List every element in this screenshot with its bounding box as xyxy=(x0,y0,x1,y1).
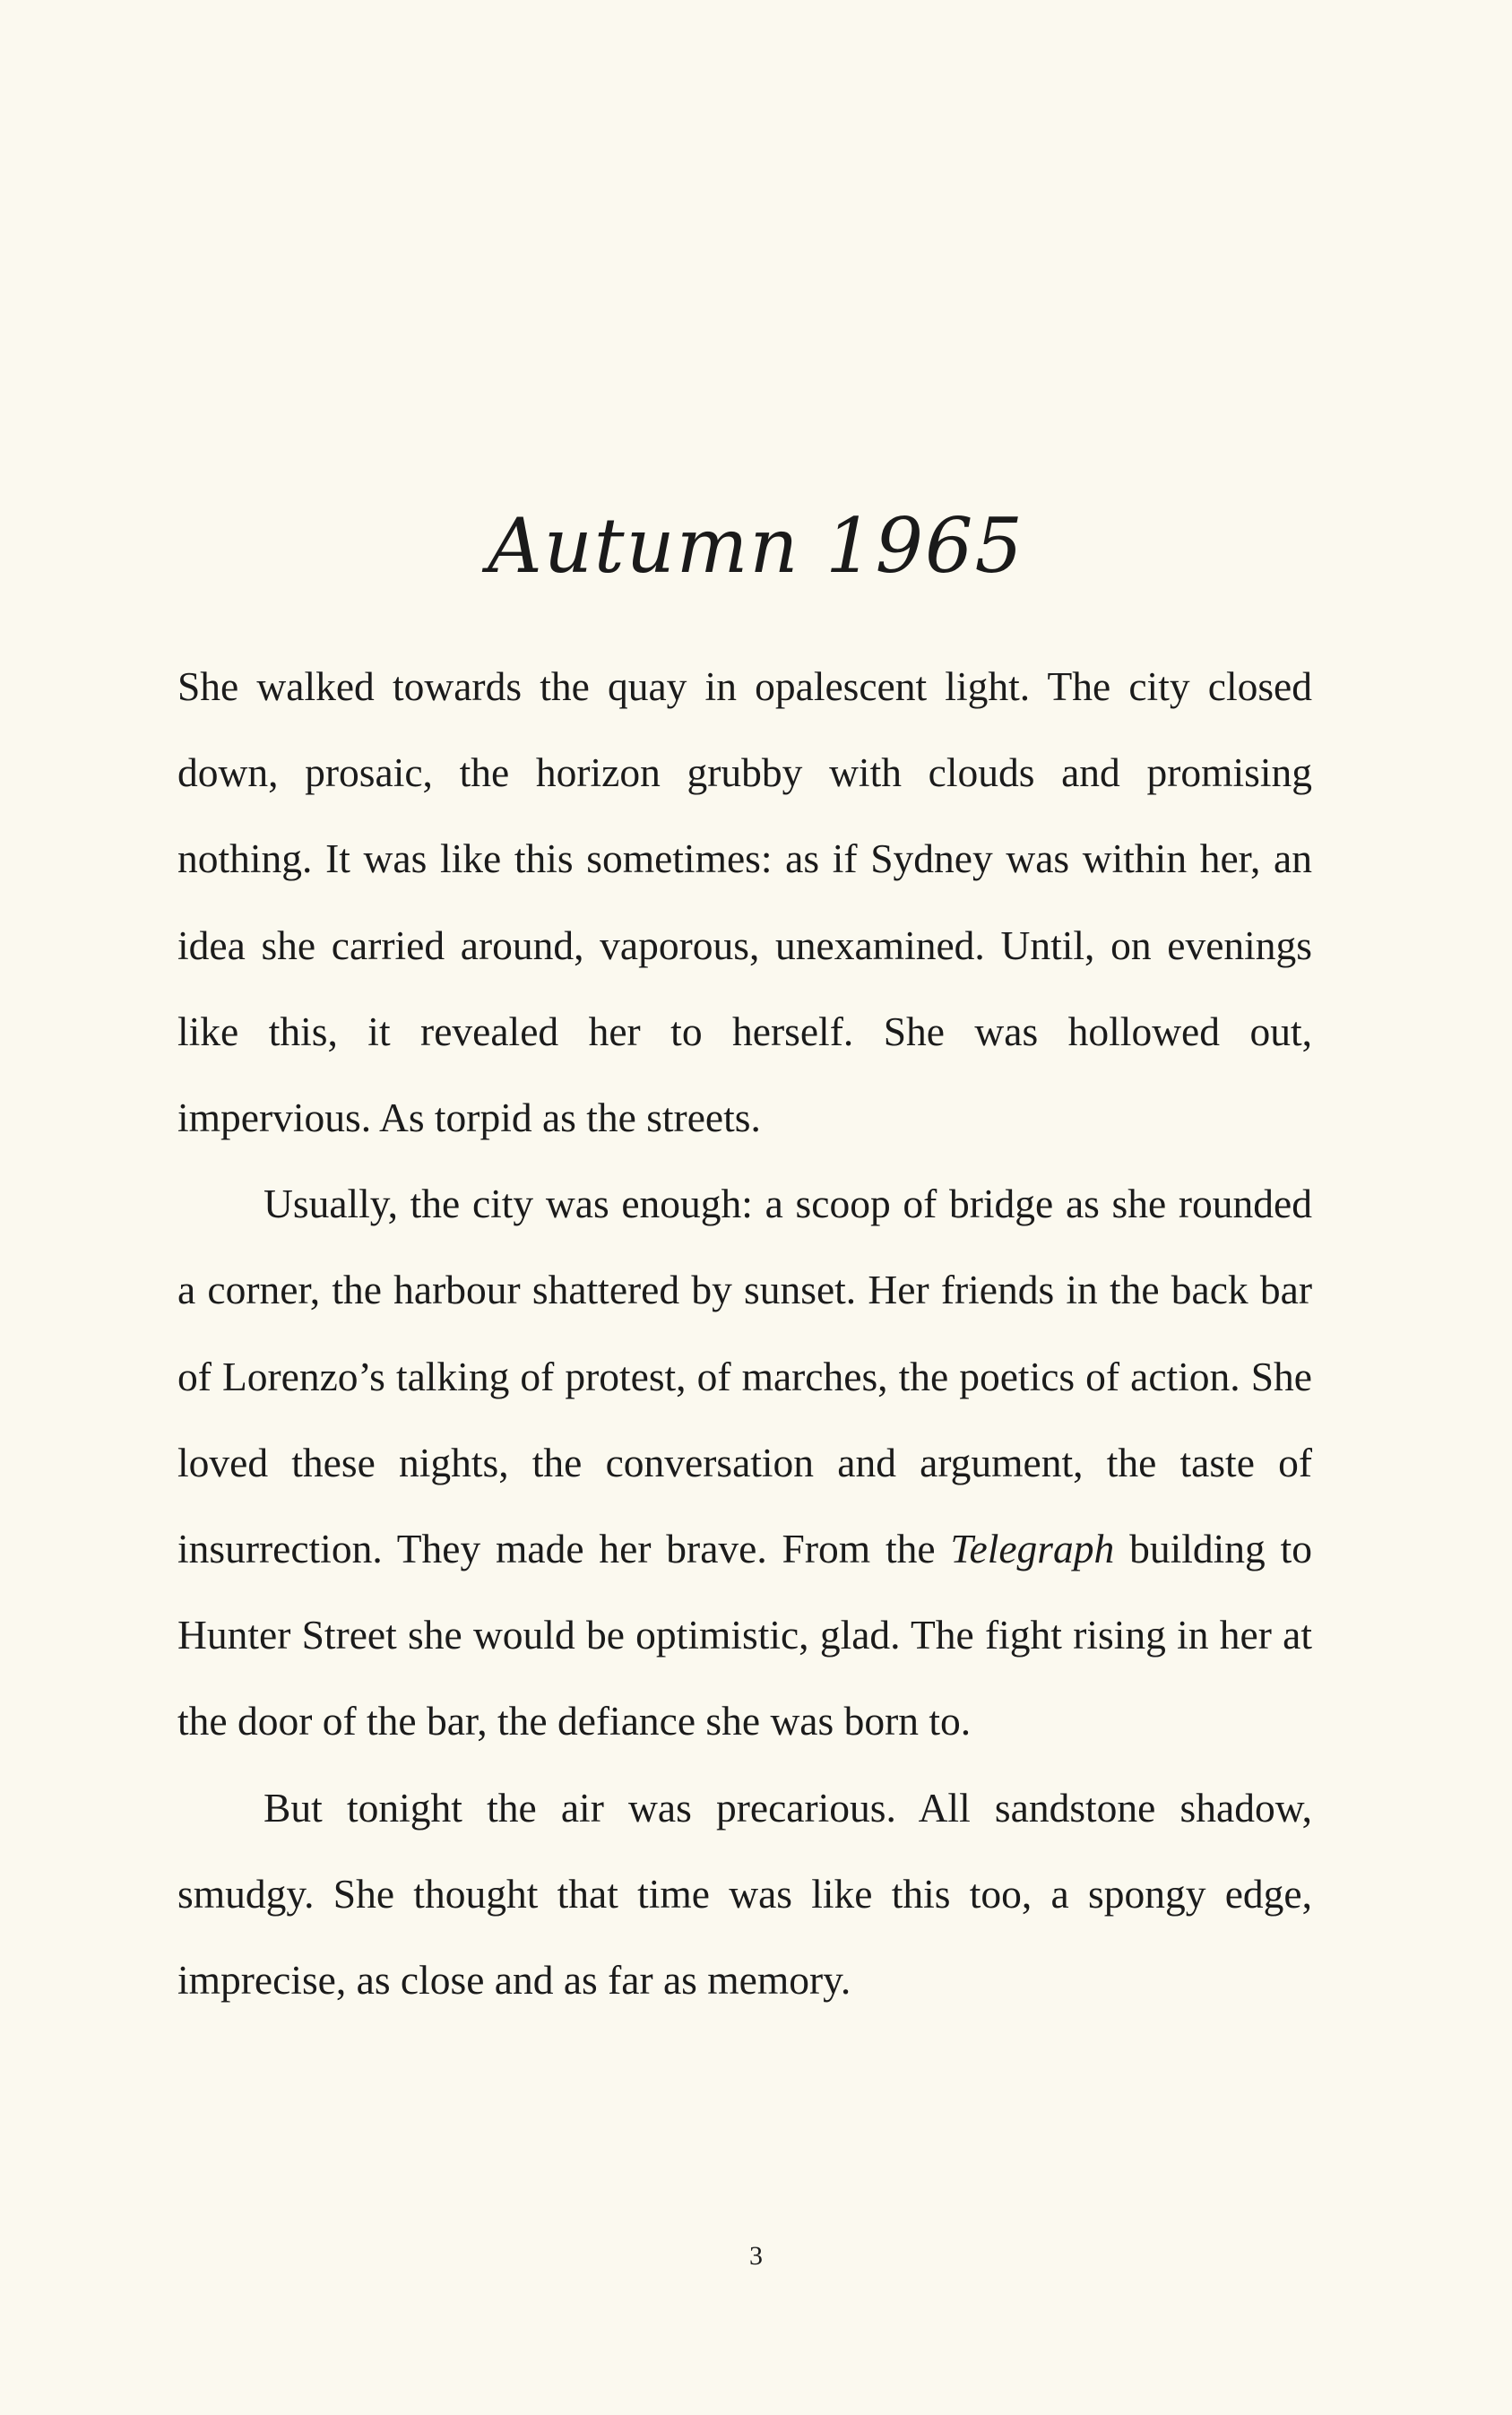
chapter-title: Autumn 1965 xyxy=(488,502,1024,590)
newspaper-title: Telegraph xyxy=(950,1526,1115,1572)
body-text xyxy=(177,644,1312,2023)
paragraph-2 xyxy=(177,1161,1312,1764)
paragraph-2-text-start: Usually, the city was enough: a scoop of bridge as she rounded a corner, the harbour shattered by sunset. Her friends in the back bar of Lorenzo’s talking of protest, of marches, the poetics of action. She loved these nights, the conversation and argument, the taste of insurrection. They made her brave. From the xyxy=(177,1181,1312,1572)
page-number: 3 xyxy=(749,2241,763,2271)
paragraph-1: She walked towards the quay in opalescent light. The city closed down, prosaic, the horizon grubby with clouds and promising nothing. It was like this sometimes: as if Sydney was within her, an idea she carried around, vaporous, unexamined. Until, on evenings like this, it revealed her to herself. She was hollowed out, impervious. As torpid as the streets. xyxy=(177,663,1312,1141)
paragraph-3: But tonight the air was precarious. All sandstone shadow, smudgy. She thought that time was like this too, a spongy edge, imprecise, as close and as far as memory. xyxy=(177,1784,1312,2004)
paragraph-2-text-end: building to Hunter Street she would be optimistic, glad. The fight rising in her at the door of the bar, the defiance she was born to. xyxy=(177,1526,1312,1744)
